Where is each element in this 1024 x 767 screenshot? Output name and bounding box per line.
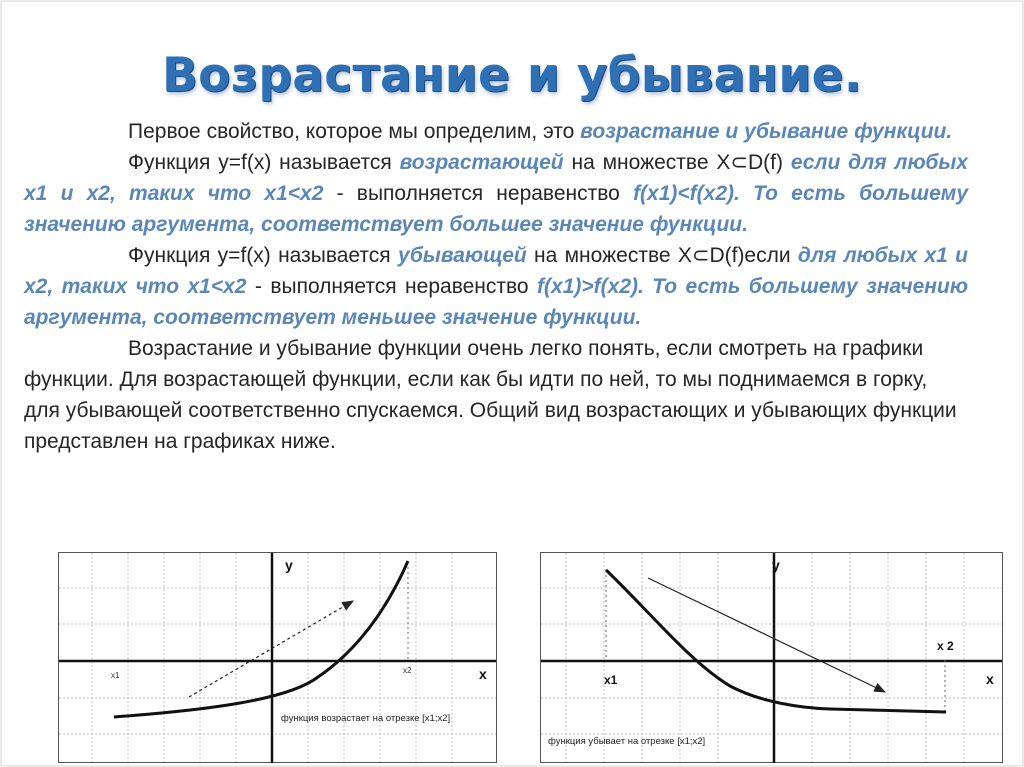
p3-text-a: Функция y=f(x) называется <box>128 244 398 267</box>
paragraph-2 <box>24 147 968 240</box>
x1-label: x1 <box>604 673 618 687</box>
p1-text: Первое свойство, которое мы определим, это <box>128 120 581 143</box>
p2-term-increasing: возрастающей <box>399 151 564 174</box>
graph-caption: функция убывает на отрезке [x1;x2] <box>548 736 706 747</box>
x2-label: x2 <box>403 666 412 675</box>
graph-caption: функция возрастает на отрезке [x1;x2] <box>281 713 451 724</box>
p2-text-e: - выполняется неравенство <box>323 182 634 205</box>
paragraph-4: Возрастание и убывание функции очень легко понять, если смотреть на графики функции. Для возрастающей функции, если как бы идти по ней, то мы поднимаемся в горку, для убывающей соответственно спускаемся. Общий вид возрастающих и убывающих функции представлен на графиках ниже. <box>24 337 957 453</box>
x1-label: x1 <box>111 671 120 680</box>
p2-text-c: на множестве X⊂D(f) <box>563 151 791 174</box>
slide-body <box>24 116 968 457</box>
p1-emphasis: возрастание и убывание функции. <box>580 120 953 143</box>
p3-conclusion: f(x1)>f(x2). То есть большему значению аргумента, соответствует меньшее значение функции. <box>24 275 968 329</box>
x-axis-label: x <box>986 671 994 687</box>
x-axis-label: x <box>479 666 487 682</box>
y-axis-label: y <box>285 557 293 573</box>
paragraph-3 <box>24 240 968 333</box>
slide-title: Возрастание и убывание. <box>162 48 862 103</box>
p3-term-decreasing: убывающей <box>397 244 527 267</box>
y-axis-label: y <box>772 557 780 573</box>
x2-label: x 2 <box>937 639 954 653</box>
p3-condition: для любых х1 и х2, таких что х1<х2 <box>24 244 968 298</box>
p3-text-c: на множестве X⊂D(f)если <box>526 244 798 267</box>
paragraph-1 <box>24 116 968 147</box>
graph-increasing <box>58 552 498 764</box>
p2-text-a: Функция y=f(x) называется <box>128 151 400 174</box>
p3-text-e: - выполняется неравенство <box>246 275 538 298</box>
p2-condition: если для любых х1 и х2, таких что х1<х2 <box>24 151 968 205</box>
p2-conclusion: f(x1)<f(x2). То есть большему значению аргумента, соответствует большее значение функции. <box>24 182 968 236</box>
graph-decreasing <box>540 552 1004 764</box>
